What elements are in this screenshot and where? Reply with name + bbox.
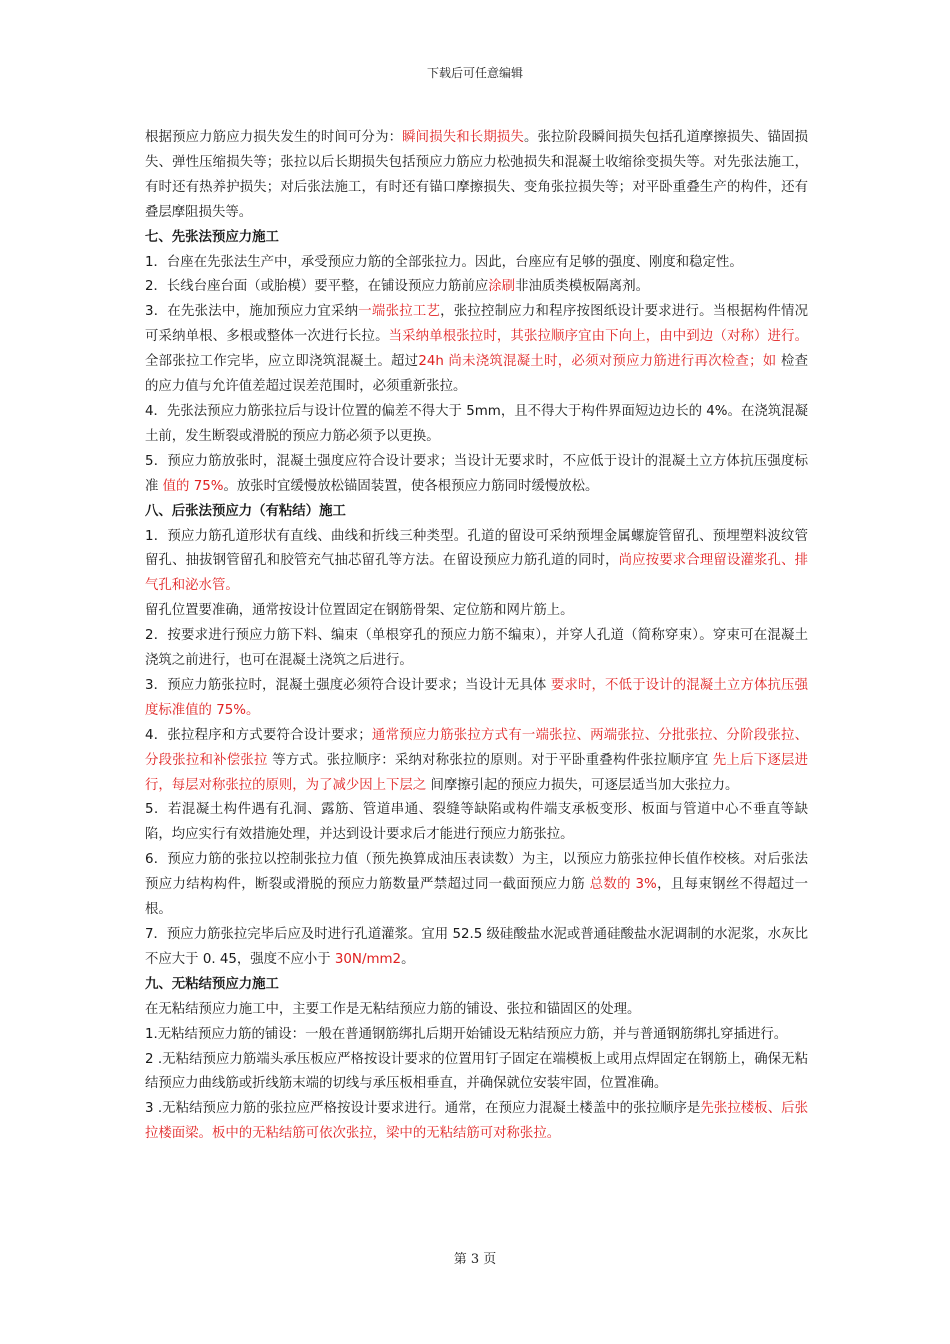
- paragraph: [145, 1023, 808, 1048]
- text-run: 检查的应力值与允许值差超过误差范围时，必须重新张拉。: [145, 354, 808, 395]
- highlighted-text: 当采纳单根张拉时，其张拉顺序宜由下向上，由中到边（对称）进行。: [388, 329, 809, 345]
- paragraph: [145, 126, 808, 226]
- text-run: 间摩擦引起的预应力损失，可逐层适当加大张拉力。: [426, 777, 739, 793]
- page-header: 下载后可任意编辑: [426, 66, 523, 80]
- text-run: 九、无粘结预应力施工: [145, 976, 279, 992]
- text-run: 在无粘结预应力施工中，主要工作是无粘结预应力筋的铺设、张拉和锚固区的处理。: [145, 1001, 641, 1017]
- highlighted-text: 30N/mm2: [334, 951, 402, 967]
- text-run: 。: [401, 951, 415, 967]
- highlighted-text: 涂刷: [488, 279, 516, 295]
- paragraph: [145, 400, 808, 450]
- highlighted-text: 要求时，不低于设计的混凝土立方体抗压强度标准值的 75%。: [145, 677, 808, 718]
- paragraph: [145, 1097, 808, 1147]
- highlighted-text: 一端张拉工艺: [358, 304, 441, 320]
- paragraph: [145, 624, 808, 674]
- highlighted-text: 24h 尚未浇筑混凝土时，必须对预应力筋进行再次检查；如: [418, 354, 777, 370]
- section-heading: [145, 500, 808, 525]
- text-run: 2．长线台座台面（或胎模）要平整，在铺设预应力筋前应: [145, 279, 489, 295]
- document-body: [145, 126, 808, 1147]
- paragraph: [145, 848, 808, 923]
- highlighted-text: 尚应按要求合理留设灌浆孔、排气孔和泌水管。: [145, 553, 808, 594]
- text-run: 5．若混凝土构件遇有孔洞、露筋、管道串通、裂缝等缺陷或构件端支承板变形、板面与管道中心不垂直等缺陷，均应实行有效措施处理，并达到设计要求后才能进行预应力筋张拉。: [145, 802, 808, 843]
- text-run: ，且每束钢丝不得超过一根。: [145, 877, 809, 918]
- text-run: 。放张时宜缓慢放松锚固装置，使各根预应力筋同时缓慢放松。: [223, 478, 599, 494]
- text-run: 2．按要求进行预应力筋下料、编束（单根穿孔的预应力筋不编束），并穿人孔道（简称穿束）。穿束可在混凝土浇筑之前进行，也可在混凝土浇筑之后进行。: [145, 628, 808, 669]
- text-run: 3．预应力筋张拉时，混凝土强度必须符合设计要求；当设计无具体: [145, 677, 551, 693]
- text-run: 等方式。张拉顺序：采纳对称张拉的原则。对于平卧重叠构件张拉顺序宜: [267, 752, 713, 768]
- text-run: 3 .无粘结预应力筋的张拉应严格按设计要求进行。通常，在预应力混凝土楼盖中的张拉顺序是: [145, 1101, 701, 1117]
- paragraph: [145, 923, 808, 973]
- text-run: 4．先张法预应力筋张拉后与设计位置的偏差不得大于 5mm，且不得大于构件界面短边边长的 4%。在浇筑混凝土前，发生断裂或滑脱的预应力筋必须予以更换。: [145, 403, 808, 444]
- paragraph: [145, 1048, 808, 1098]
- highlighted-text: 总数的 3%: [589, 877, 657, 893]
- text-run: 留孔位置要准确，通常按设计位置固定在钢筋骨架、定位筋和网片筋上。: [145, 603, 574, 619]
- paragraph: [145, 251, 808, 276]
- text-run: 非油质类模板隔离剂。: [515, 279, 649, 295]
- section-heading: [145, 226, 808, 251]
- text-run: 7．预应力筋张拉完毕后应及时进行孔道灌浆。宜用 52.5 级硅酸盐水泥或普通硅酸盐水泥调制的水泥浆，水灰比不应大于 0. 45，强度不应小于: [145, 927, 808, 967]
- paragraph: [145, 450, 808, 500]
- text-run: 七、先张法预应力施工: [145, 229, 279, 245]
- text-run: 1.无粘结预应力筋的铺设：一般在普通钢筋绑扎后期开始铺设无粘结预应力筋，并与普通钢筋绑扎穿插进行。: [145, 1026, 788, 1042]
- text-run: 6．预应力筋的张拉以控制张拉力值（预先换算成油压表读数）为主，以预应力筋张拉伸长值作校核。对后张法预应力结构构件，断裂或滑脱的预应力筋数量严禁超过同一截面预应力筋: [145, 852, 808, 893]
- highlighted-text: 通常预应力筋张拉方式有一端张拉、两端张拉、分批张拉、分阶段张拉、分段张拉和补偿张拉: [145, 727, 808, 768]
- paragraph: [145, 798, 808, 848]
- paragraph: [145, 525, 808, 600]
- text-run: 3．在先张法中，施加预应力宜采纳: [145, 304, 359, 320]
- text-run: 1．台座在先张法生产中，承受预应力筋的全部张拉力。因此，台座应有足够的强度、刚度和稳定性。: [145, 254, 743, 270]
- text-run: 根据预应力筋应力损失发生的时间可分为：: [145, 130, 403, 145]
- text-run: 。张拉阶段瞬间损失包括孔道摩擦损失、锚固损失、弹性压缩损失等；张拉以后长期损失包括预应力筋应力松弛损失和混凝土收缩徐变损失等。对先张法施工，有时还有热养护损失；对后张法施工，有时还有锚口摩擦损失、变角张拉损失等；对平卧重叠生产的构件，还有叠层摩阻损失等。: [145, 130, 809, 220]
- highlighted-text: 值的 75%: [162, 478, 224, 494]
- paragraph: [145, 275, 808, 300]
- paragraph: [145, 599, 808, 624]
- section-heading: [145, 973, 808, 998]
- highlighted-text: 先上后下逐层进行，每层对称张拉的原则，为了减少因上下层之: [145, 752, 808, 793]
- text-run: 2 .无粘结预应力筋端头承压板应严格按设计要求的位置用钉子固定在端模板上或用点焊固定在钢筋上，确保无粘结预应力曲线筋或折线筋末端的切线与承压板相垂直，并确保就位安装牢固，位置准确。: [145, 1051, 808, 1092]
- paragraph: [145, 674, 808, 724]
- text-run: 1．预应力筋孔道形状有直线、曲线和折线三种类型。孔道的留设可采纳预埋金属螺旋管留孔、预埋塑料波纹管留孔、抽拔钢管留孔和胶管充气抽芯留孔等方法。在留设预应力筋孔道的同时，: [145, 528, 808, 569]
- page-footer: 第 3 页: [453, 1252, 497, 1267]
- paragraph: [145, 724, 808, 799]
- text-run: 八、后张法预应力（有粘结）施工: [145, 503, 346, 519]
- highlighted-text: 先张拉楼板、后张拉楼面梁。板中的无粘结筋可依次张拉，梁中的无粘结筋可对称张拉。: [145, 1101, 809, 1142]
- text-run: 4．张拉程序和方式要符合设计要求；: [145, 727, 372, 743]
- text-run: ，张拉控制应力和程序按图纸设计要求进行。当根据构件情况可采纳单根、多根或整体一次进行长拉。: [145, 304, 809, 345]
- text-run: 全部张拉工作完毕，应立即浇筑混凝土。超过: [145, 354, 419, 370]
- text-run: 5．预应力筋放张时，混凝土强度应符合设计要求；当设计无要求时，不应低于设计的混凝土立方体抗压强度标准: [145, 453, 808, 494]
- highlighted-text: 瞬间损失和长期损失: [402, 130, 524, 145]
- paragraph: [145, 998, 808, 1023]
- paragraph: [145, 300, 808, 400]
